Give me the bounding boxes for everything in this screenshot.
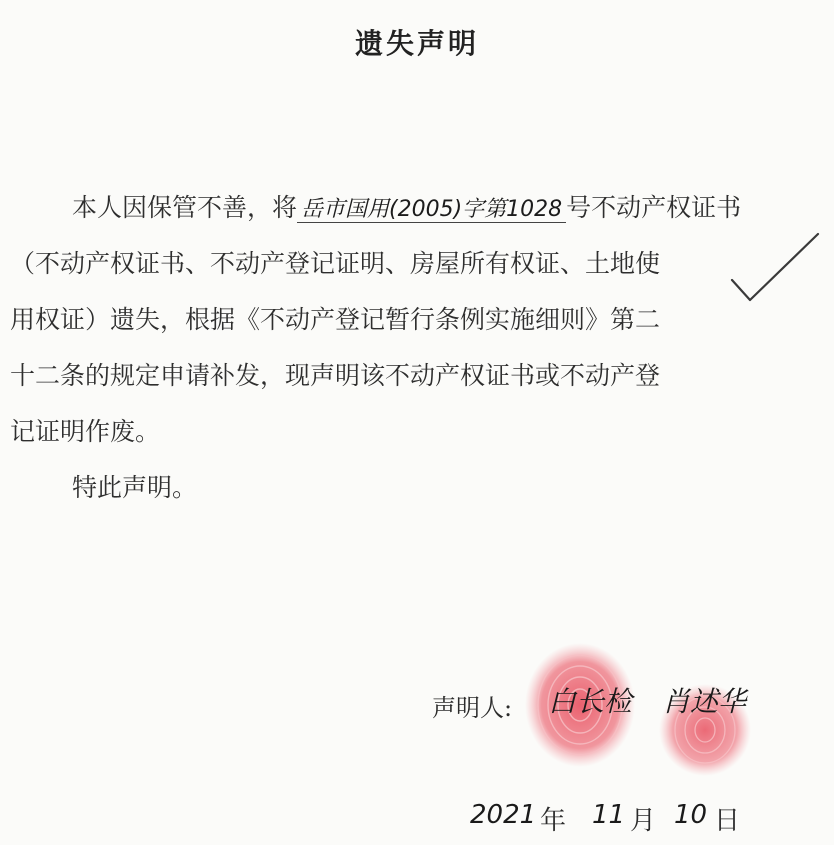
body-line-2: （不动产权证书、不动产登记证明、房屋所有权证、土地使 xyxy=(10,249,661,278)
body-line-3: 用权证）遗失，根据《不动产登记暂行条例实施细则》第二 xyxy=(10,305,661,334)
body-line-1-before: 本人因保管不善，将 xyxy=(72,193,298,222)
signature-name-1: 白长检 xyxy=(548,685,633,718)
body-line-1 xyxy=(10,180,824,236)
date-month-label: 月 xyxy=(630,806,657,836)
signature-name-2: 肖述华 xyxy=(662,685,747,718)
statement-body xyxy=(10,180,824,460)
body-line-4: 十二条的规定申请补发，现声明该不动产权证书或不动产登 xyxy=(10,361,661,390)
certificate-number-handwritten: 岳市国用(2005)字第1028 xyxy=(297,197,566,223)
page-title: 遗失声明 xyxy=(354,27,479,60)
date-month: 11 xyxy=(592,800,626,830)
date-year: 2021 xyxy=(470,800,537,830)
check-mark-icon xyxy=(724,228,824,308)
body-line-1-after: 号不动产权证书 xyxy=(566,193,742,222)
date-day-label: 日 xyxy=(714,806,741,836)
body-line-5: 记证明作废。 xyxy=(10,417,161,446)
closing-text: 特此声明。 xyxy=(72,473,198,502)
date-year-label: 年 xyxy=(540,806,567,836)
closing-paragraph xyxy=(10,460,824,516)
declarant-label: 声明人: xyxy=(432,694,513,722)
date-day: 10 xyxy=(674,800,708,830)
